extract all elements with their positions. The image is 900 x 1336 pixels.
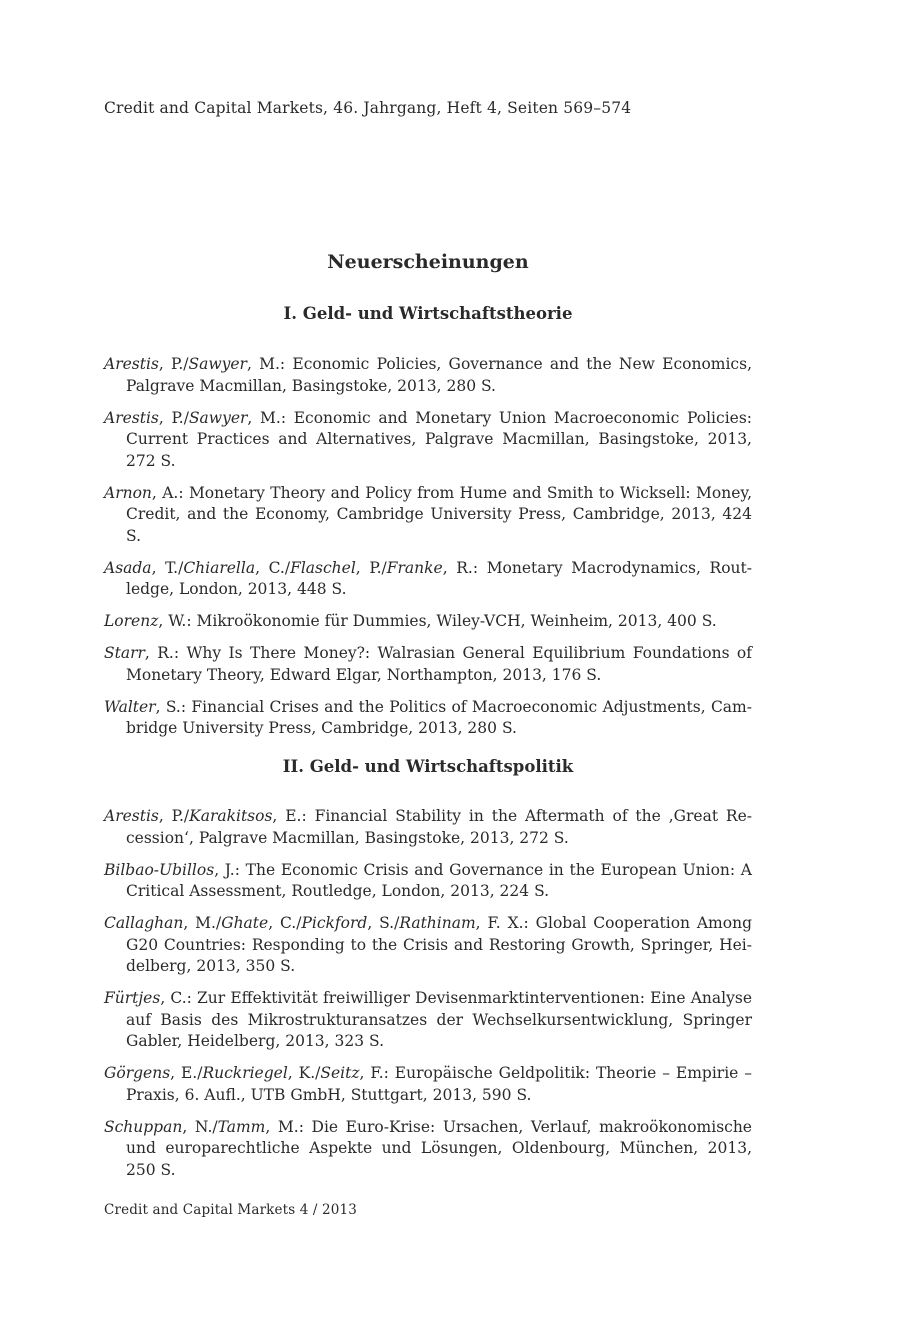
- author-surname: Chiarella: [183, 558, 256, 577]
- entry-title-publisher: Europäische Geldpolitik: Theorie – Empirie – Praxis, 6. Aufl., UTB GmbH, Stuttgart, 2013, 590 S.: [126, 1064, 752, 1104]
- entry-title-publisher: Financial Stability in the Aftermath of the ‚Great Recession‘, Palgrave Macmillan, Basingstoke, 2013, 272 S.: [126, 807, 753, 847]
- page-footer: Credit and Capital Markets 4 / 2013: [104, 1202, 358, 1218]
- bibliography-entry: [104, 611, 752, 633]
- author-initials: , M.:: [247, 408, 294, 427]
- author-initials: , C./: [268, 914, 302, 932]
- author-surname: Ghate: [221, 914, 269, 932]
- bibliography-entry: [104, 913, 752, 978]
- author-surname: Lorenz: [104, 612, 159, 630]
- author-surname: Tamm: [217, 1117, 266, 1136]
- author-surname: Flaschel: [290, 558, 356, 577]
- author-initials: , P./: [158, 355, 189, 373]
- author-initials: , F.:: [359, 1064, 395, 1082]
- page-title: Neuerscheinungen: [327, 251, 529, 273]
- entry-title-publisher: Monetary Macrodynamics, Routledge, London, 2013, 448 S.: [126, 558, 753, 598]
- author-surname: Sawyer: [188, 355, 247, 373]
- author-surname: Fürtjes: [104, 989, 161, 1007]
- author-initials: , E./: [170, 1064, 203, 1082]
- bibliography-entry: [104, 697, 752, 740]
- author-surname: Ruckriegel: [202, 1064, 288, 1082]
- author-initials: , P./: [158, 807, 190, 825]
- bibliography-entry: [104, 860, 752, 903]
- author-initials: , E.:: [272, 807, 315, 825]
- author-surname: Arnon: [104, 483, 152, 502]
- author-surname: Schuppan: [104, 1117, 183, 1136]
- bibliography-entry: [104, 1063, 752, 1106]
- section-heading-policy: II. Geld- und Wirtschaftspolitik: [282, 757, 574, 776]
- author-initials: , T./: [151, 558, 184, 577]
- entry-title-publisher: Monetary Theory and Policy from Hume and Smith to Wicksell: Money, Credit, and the Economy, Cambridge University Press, Cambridge, 2013, 424 S.: [126, 483, 753, 545]
- author-surname: Arestis: [104, 807, 159, 825]
- author-initials: , R.:: [144, 644, 187, 662]
- entry-title-publisher: Financial Crises and the Politics of Macroeconomic Adjustments, Cambridge University Press, Cambridge, 2013, 280 S.: [126, 697, 752, 737]
- author-surname: Sawyer: [188, 408, 248, 427]
- author-initials: , N./: [182, 1117, 218, 1136]
- author-initials: , P./: [158, 408, 189, 427]
- author-surname: Arestis: [104, 408, 159, 427]
- author-surname: Callaghan: [104, 914, 184, 932]
- author-surname: Pickford: [301, 914, 368, 932]
- author-initials: , C.:: [160, 989, 198, 1007]
- author-initials: , M./: [183, 914, 222, 932]
- author-initials: , W.:: [158, 612, 197, 630]
- author-initials: , K./: [287, 1064, 321, 1082]
- author-initials: , P./: [355, 558, 387, 577]
- entry-title-publisher: Why Is There Money?: Walrasian General Equilibrium Foundations of Monetary Theory, Edward Elgar, Northampton, 2013, 176 S.: [126, 644, 752, 684]
- author-surname: Walter: [104, 697, 156, 716]
- bibliography-entry: [104, 408, 752, 473]
- bibliography-entry: [104, 643, 752, 686]
- entry-title-publisher: Mikroökonomie für Dummies, Wiley-VCH, Weinheim, 2013, 400 S.: [196, 612, 717, 630]
- entry-title-publisher: Global Cooperation Among G20 Countries: Responding to the Crisis and Restoring Growth, Springer, Heidelberg, 2013, 350 S.: [126, 914, 752, 975]
- bibliography-entry: [104, 354, 752, 397]
- bibliography-entry: [104, 558, 752, 601]
- author-initials: , R.:: [442, 558, 487, 577]
- author-surname: Arestis: [104, 355, 159, 373]
- bibliography-list-policy: [104, 806, 752, 1192]
- author-surname: Görgens: [104, 1064, 171, 1082]
- author-initials: , F. X.:: [475, 914, 536, 932]
- author-surname: Bilbao-Ubillos: [104, 860, 215, 879]
- author-surname: Karakitsos: [189, 807, 273, 825]
- bibliography-entry: [104, 806, 752, 849]
- author-surname: Franke: [386, 558, 443, 577]
- author-initials: , M.:: [246, 355, 293, 373]
- entry-title-publisher: Economic Policies, Governance and the New Economics, Palgrave Macmillan, Basingstoke, 2013, 280 S.: [126, 355, 752, 395]
- bibliography-entry: [104, 483, 752, 548]
- entry-title-publisher: The Economic Crisis and Governance in the European Union: A Critical Assessment, Routledge, London, 2013, 224 S.: [126, 860, 752, 900]
- author-initials: , S.:: [155, 697, 192, 716]
- entry-title-publisher: Die Euro-Krise: Ursachen, Verlauf, makroökonomische und europarechtliche Aspekte und Lösungen, Oldenbourg, München, 2013, 250 S.: [126, 1117, 752, 1179]
- author-initials: , J.:: [214, 860, 246, 879]
- author-initials: , A.:: [151, 483, 189, 502]
- entry-title-publisher: Economic and Monetary Union Macroeconomic Policies: Current Practices and Alternatives, Palgrave Macmillan, Basingstoke, 2013, 272 S.: [126, 408, 752, 470]
- author-surname: Seitz: [320, 1064, 360, 1082]
- author-initials: , S./: [367, 914, 400, 932]
- bibliography-entry: [104, 1117, 752, 1182]
- bibliography-list-theory: [104, 354, 752, 750]
- author-surname: Rathinam: [399, 914, 476, 932]
- entry-title-publisher: Zur Effektivität freiwilliger Devisenmarktinterventionen: Eine Analyse auf Basis des Mikrostrukturansatzes der Wechselkursentwicklung, Springer Gabler, Heidelberg, 2013, 323 S.: [126, 989, 752, 1050]
- author-initials: , M.:: [265, 1117, 312, 1136]
- section-heading-theory: I. Geld- und Wirtschaftstheorie: [283, 304, 573, 323]
- bibliography-entry: [104, 988, 752, 1053]
- author-surname: Starr: [104, 644, 145, 662]
- running-head: Credit and Capital Markets, 46. Jahrgang, Heft 4, Seiten 569–574: [104, 99, 632, 117]
- author-initials: , C./: [255, 558, 291, 577]
- author-surname: Asada: [104, 558, 152, 577]
